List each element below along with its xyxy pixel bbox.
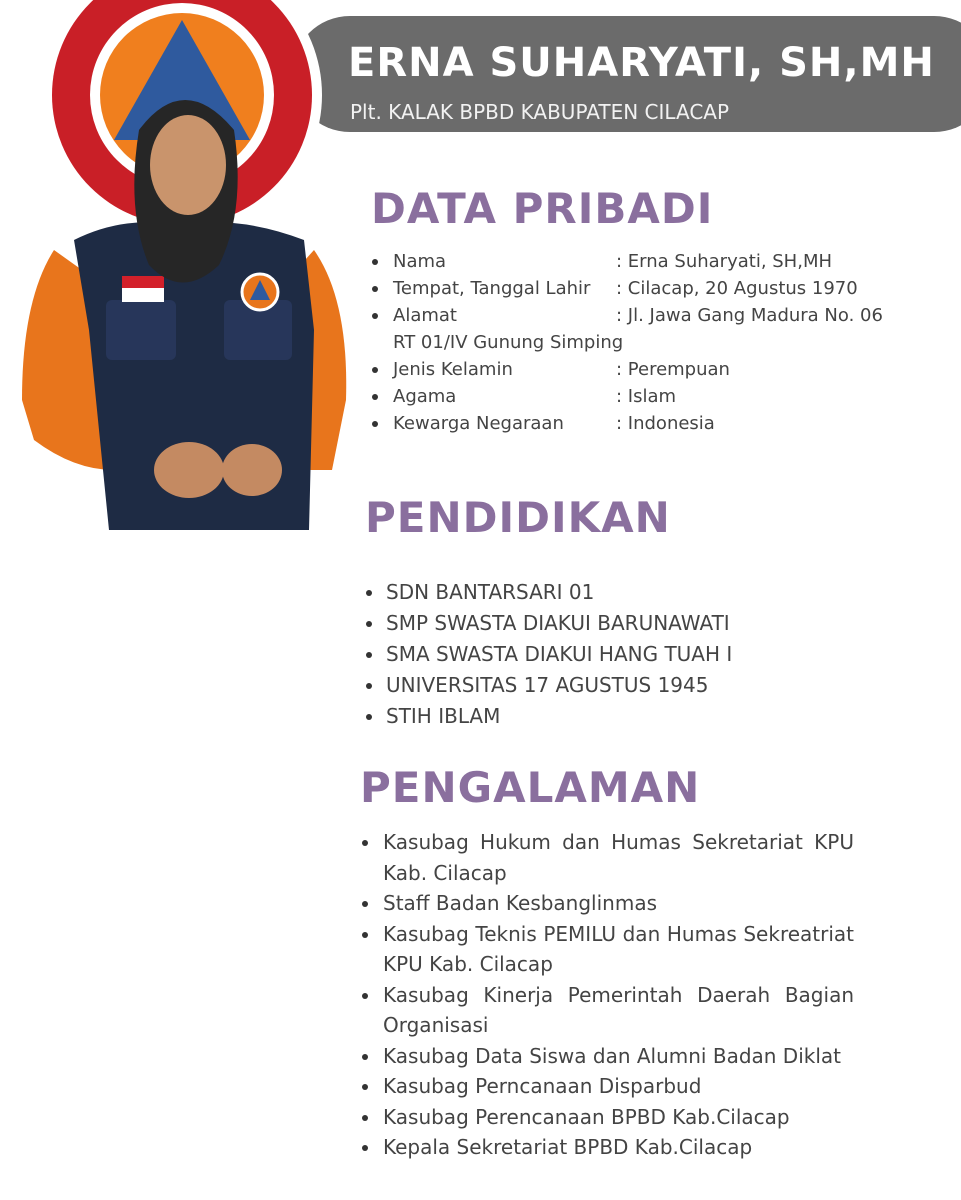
bullet-icon	[372, 286, 378, 292]
bullet-icon	[362, 840, 368, 846]
list-item: STIH IBLAM	[366, 701, 732, 732]
bullet-icon	[372, 367, 378, 373]
list-item: Staff Badan Kesbanglinmas	[362, 888, 854, 919]
list-item: Kasubag Hukum dan Humas Sekretariat KPU Kab. Cilacap	[362, 827, 854, 888]
bullet-icon	[372, 394, 378, 400]
data-pribadi-list	[372, 248, 932, 437]
pengalaman-heading: PENGALAMAN	[360, 763, 701, 812]
pengalaman-list	[362, 827, 854, 1163]
list-item: Agama : Islam	[372, 383, 932, 410]
bullet-icon	[366, 683, 372, 689]
bullet-icon	[372, 313, 378, 319]
bullet-icon	[372, 259, 378, 265]
bullet-icon	[366, 652, 372, 658]
list-item: Kasubag Data Siswa dan Alumni Badan Diklat	[362, 1041, 854, 1072]
bullet-icon	[362, 932, 368, 938]
bullet-icon	[366, 590, 372, 596]
bullet-icon	[362, 1145, 368, 1151]
bullet-icon	[362, 1084, 368, 1090]
pendidikan-heading: PENDIDIKAN	[365, 493, 671, 542]
bullet-icon	[362, 993, 368, 999]
bullet-icon	[362, 1115, 368, 1121]
list-item: Kasubag Kinerja Pemerintah Daerah Bagian Organisasi	[362, 980, 854, 1041]
list-item: Tempat, Tanggal Lahir : Cilacap, 20 Agustus 1970	[372, 275, 932, 302]
list-item: Jenis Kelamin : Perempuan	[372, 356, 932, 383]
profile-photo	[14, 0, 354, 530]
bullet-icon	[366, 621, 372, 627]
list-item: Kewarga Negaraan : Indonesia	[372, 410, 932, 437]
list-item: Kepala Sekretariat BPBD Kab.Cilacap	[362, 1132, 854, 1163]
list-item: Kasubag Perencanaan BPBD Kab.Cilacap	[362, 1102, 854, 1133]
data-pribadi-heading: DATA PRIBADI	[371, 184, 714, 233]
list-item: UNIVERSITAS 17 AGUSTUS 1945	[366, 670, 732, 701]
person-name: ERNA SUHARYATI, SH,MH	[348, 40, 935, 86]
list-item: SMP SWASTA DIAKUI BARUNAWATI	[366, 608, 732, 639]
person-role: Plt. KALAK BPBD KABUPATEN CILACAP	[350, 100, 730, 124]
bullet-icon	[372, 421, 378, 427]
bullet-icon	[362, 1054, 368, 1060]
list-item: SMA SWASTA DIAKUI HANG TUAH I	[366, 639, 732, 670]
pendidikan-list	[366, 577, 732, 732]
list-item: Nama : Erna Suharyati, SH,MH	[372, 248, 932, 275]
bullet-icon	[366, 714, 372, 720]
list-item: Alamat : Jl. Jawa Gang Madura No. 06	[372, 302, 932, 329]
bullet-icon	[362, 901, 368, 907]
list-item: SDN BANTARSARI 01	[366, 577, 732, 608]
list-item: Kasubag Teknis PEMILU dan Humas Sekreatriat KPU Kab. Cilacap	[362, 919, 854, 980]
list-item: Kasubag Perncanaan Disparbud	[362, 1071, 854, 1102]
list-item-continuation: RT 01/IV Gunung Simping	[393, 332, 624, 353]
